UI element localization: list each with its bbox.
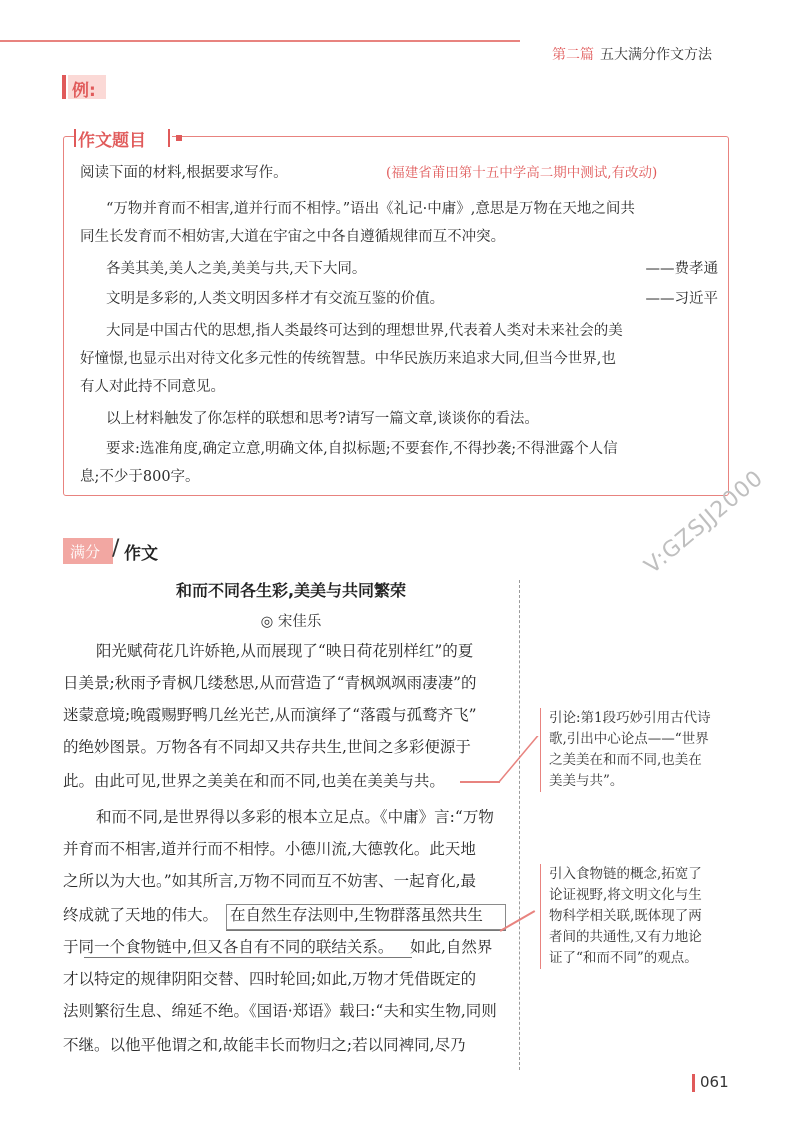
- example-tag-bar: [62, 75, 66, 99]
- essay-line: 并育而不相害,道并行而不相悖。小德川流,大德敦化。此天地: [63, 840, 476, 858]
- essay-line: 迷蒙意境;晚霞赐野鸭几丝光芒,从而演绎了“落霞与孤鹜齐飞”: [63, 706, 477, 724]
- prompt-intro: 阅读下面的材料,根据要求写作。: [80, 165, 288, 181]
- note2-line: 者间的共通性,又有力地论: [549, 929, 702, 945]
- prompt-label: 作文题目: [78, 131, 146, 151]
- prompt-label-bracket-right: [168, 129, 170, 147]
- essay-author: ◎ 宋佳乐: [260, 614, 322, 630]
- essay-line: 阳光赋荷花几许娇艳,从而展现了“映日荷花别样红”的夏: [96, 642, 474, 660]
- prompt-p2-line2: 好憧憬,也显示出对待文化多元性的传统智慧。中华民族历来追求大同,但当今世界,也: [80, 351, 616, 367]
- note2-line: 论证视野,将文明文化与生: [549, 887, 702, 903]
- essay-line: 终成就了天地的伟大。: [63, 906, 219, 924]
- note2-line: 证了“和而不同”的观点。: [549, 950, 698, 966]
- header-title: 五大满分作文方法: [600, 47, 712, 63]
- note1-line: 美美与共”。: [549, 773, 624, 789]
- header-part: 第二篇: [552, 47, 594, 63]
- prompt-p2-line3: 有人对此持不同意见。: [80, 379, 225, 395]
- essay-highlight-underline1: [226, 930, 506, 931]
- note2-line: 物科学相关联,既体现了两: [549, 908, 702, 924]
- essay-highlight-underline2: [84, 957, 412, 958]
- essay-line: 和而不同,是世界得以多彩的根本立足点。《中庸》言:“万物: [96, 808, 494, 826]
- manfen-label: 作文: [124, 544, 158, 564]
- prompt-p1-line1: “万物并育而不相害,道并行而不相悖。”语出《礼记·中庸》,意思是万物在天地之间共: [106, 201, 635, 217]
- prompt-p2-line1: 大同是中国古代的思想,指人类最终可达到的理想世界,代表着人类对未来社会的美: [106, 323, 623, 339]
- essay-line: 的绝妙图景。万物各有不同却又共存共生,世间之多彩便源于: [63, 738, 471, 756]
- essay-line: 如此,自然界: [410, 938, 493, 956]
- manfen-tag: 满分: [70, 543, 101, 561]
- prompt-label-dot: [176, 135, 182, 141]
- page-number: 061: [700, 1073, 729, 1091]
- note1-line: 之美美在和而不同,也美在: [549, 752, 702, 768]
- essay-divider: [519, 580, 520, 1070]
- page-number-bar: [692, 1074, 695, 1092]
- essay-line: 此。由此可见,世界之美美在和而不同,也美在美美与共。: [63, 772, 445, 790]
- example-tag: 例:: [72, 81, 96, 101]
- essay-line: 日美景;秋雨予青枫几缕愁思,从而营造了“青枫飒飒雨凄凄”的: [63, 674, 477, 692]
- essay-highlight-line2: 于同一个食物链中,但又各自有不同的联结关系。: [63, 938, 394, 956]
- essay-line: 法则繁衍生息、绵延不绝。《国语·郑语》载曰:“夫和实生物,同则: [63, 1002, 497, 1020]
- essay-line: 之所以为大也。”如其所言,万物不同而互不妨害、一起育化,最: [63, 872, 477, 890]
- note1-connector: [460, 781, 500, 783]
- prompt-p1-line2: 同生长发育而不相妨害,大道在宇宙之中各自遵循规律而互不冲突。: [80, 229, 506, 245]
- note1-line: 歌,引出中心论点——“世界: [549, 731, 709, 747]
- essay-title: 和而不同各生彩,美美与共同繁荣: [175, 581, 407, 600]
- essay-highlight-line1: 在自然生存法则中,生物群落虽然共生: [230, 906, 483, 924]
- essay-line: 不继。以他平他谓之和,故能丰长而物归之;若以同裨同,尽乃: [63, 1036, 466, 1054]
- header-rule: [0, 40, 520, 42]
- running-header: [552, 44, 712, 64]
- annotation-note-1: [540, 708, 711, 792]
- prompt-quote1: 各美其美,美人之美,美美与共,天下大同。: [106, 261, 367, 277]
- prompt-requirements-line1: 要求:选准角度,确定立意,明确文体,自拟标题;不要套作,不得抄袭;不得泄露个人信: [106, 441, 618, 457]
- manfen-slash: /: [112, 536, 120, 561]
- annotation-note-2: [540, 864, 702, 969]
- prompt-requirements-line2: 息;不少于800字。: [80, 469, 200, 485]
- prompt-p3: 以上材料触发了你怎样的联想和思考?请写一篇文章,谈谈你的看法。: [106, 411, 539, 427]
- essay-line: 才以特定的规律阴阳交替、四时轮回;如此,万物才凭借既定的: [63, 970, 477, 988]
- prompt-quote1-author: ——费孝通: [645, 261, 718, 277]
- watermark: V:GZSJJ2000: [640, 465, 769, 580]
- note2-line: 引入食物链的概念,拓宽了: [549, 866, 702, 882]
- note1-line: 引论:第1段巧妙引用古代诗: [549, 710, 711, 726]
- prompt-quote2-author: ——习近平: [645, 291, 718, 307]
- prompt-source: (福建省莆田第十五中学高二期中测试,有改动): [386, 165, 658, 181]
- prompt-label-bracket-left: [74, 129, 76, 147]
- prompt-quote2: 文明是多彩的,人类文明因多样才有交流互鉴的价值。: [106, 291, 445, 307]
